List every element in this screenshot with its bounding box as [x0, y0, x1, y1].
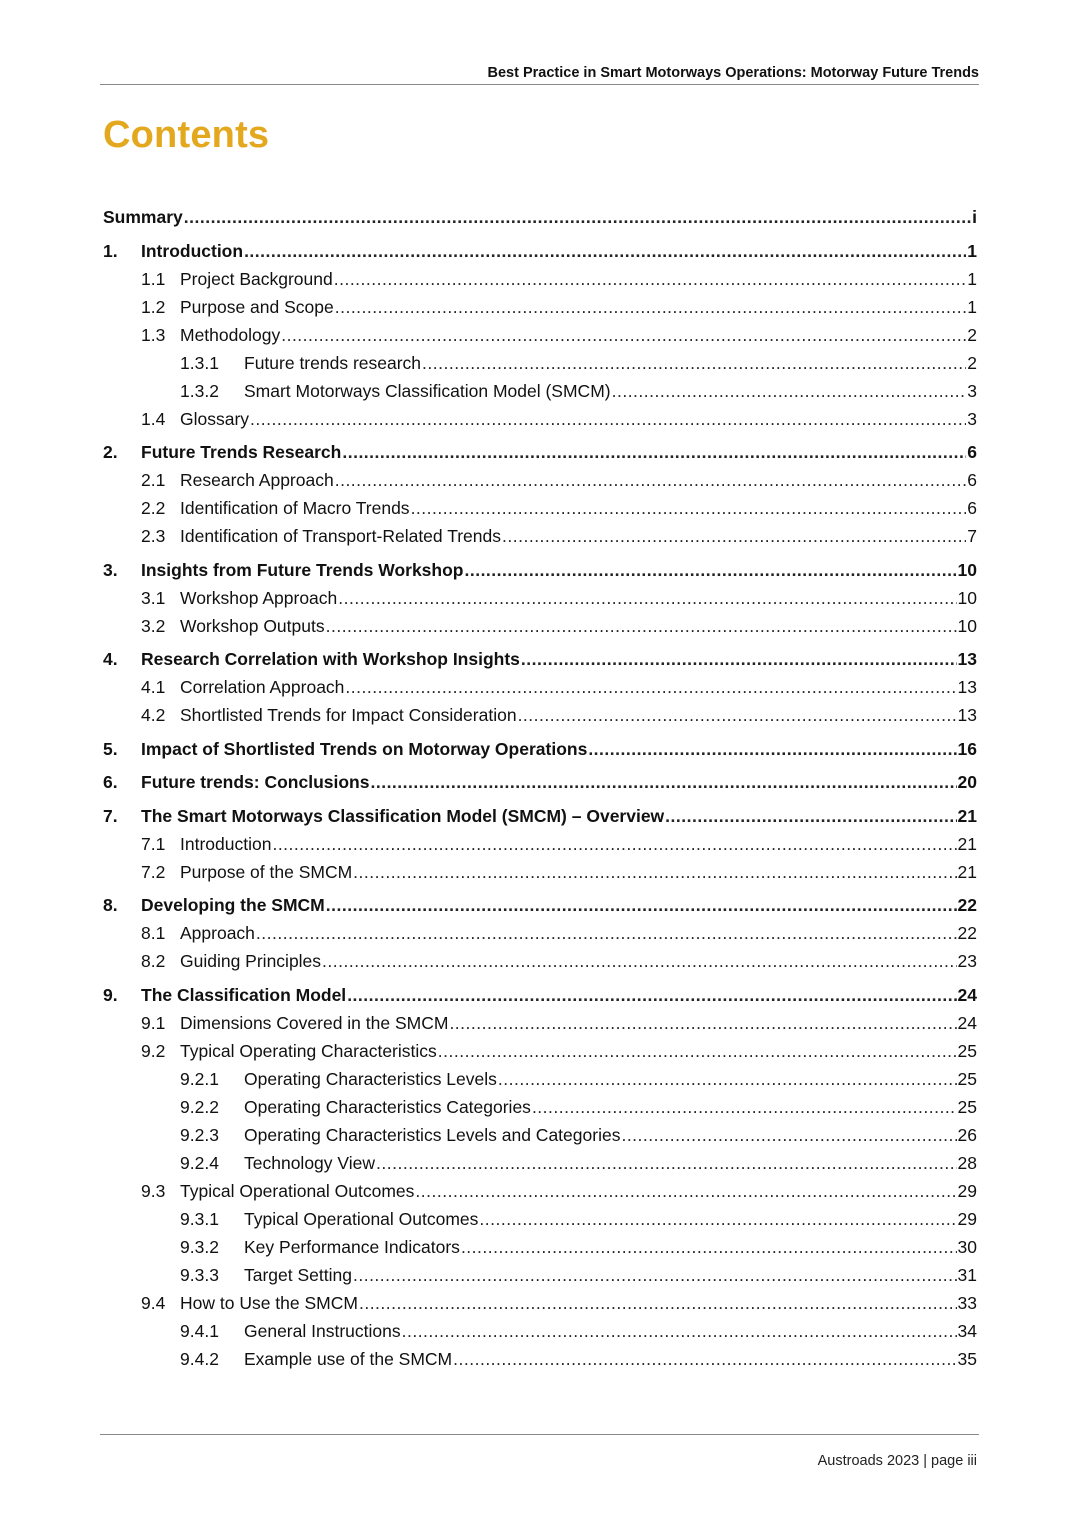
footer-divider: [100, 1434, 979, 1435]
dot-leader: [438, 1037, 957, 1065]
toc-entry-number: 9.2.4: [180, 1152, 219, 1173]
toc-entry-page: 23: [957, 951, 977, 971]
toc-entry-title: Research Correlation with Workshop Insights: [141, 649, 520, 669]
toc-entry-page: 2: [967, 352, 977, 373]
toc-entry-title: Example use of the SMCM: [244, 1348, 453, 1369]
toc-entry-number: 2.: [103, 442, 118, 462]
toc-entry-number: 9.2.3: [180, 1124, 219, 1145]
dot-leader: [342, 438, 966, 466]
toc-entry-title: Future trends: Conclusions: [141, 772, 370, 792]
dot-leader: [612, 377, 967, 405]
toc-entry[interactable]: [103, 612, 977, 640]
toc-entry-title: Future Trends Research: [141, 442, 342, 462]
toc-entry-page: 25: [957, 1040, 977, 1061]
dot-leader: [588, 735, 956, 763]
toc-entry[interactable]: [103, 1233, 977, 1261]
toc-entry-page: 28: [957, 1152, 977, 1173]
toc-entry-page: 1: [967, 268, 977, 289]
toc-entry[interactable]: [103, 645, 977, 673]
toc-entry-page: 13: [957, 677, 977, 697]
toc-entry-page: 2: [967, 324, 977, 345]
dot-leader: [322, 947, 956, 975]
toc-entry[interactable]: [103, 377, 977, 405]
toc-entry[interactable]: [103, 1009, 977, 1037]
dot-leader: [250, 405, 966, 433]
toc-entry-title: Impact of Shortlisted Trends on Motorway Operations: [141, 738, 588, 759]
toc-entry[interactable]: [103, 265, 977, 293]
toc-entry[interactable]: [103, 1149, 977, 1177]
toc-entry-title: Approach: [180, 923, 255, 943]
toc-entry-title: Operating Characteristics Levels: [244, 1068, 497, 1089]
toc-entry-page: i: [972, 207, 977, 227]
dot-leader: [518, 701, 957, 729]
toc-entry-number: 5.: [103, 738, 118, 759]
dot-leader: [621, 1121, 956, 1149]
toc-entry[interactable]: [103, 673, 977, 701]
toc-entry[interactable]: [103, 494, 977, 522]
dot-leader: [521, 645, 957, 673]
dot-leader: [479, 1205, 956, 1233]
dot-leader: [345, 673, 956, 701]
dot-leader: [449, 1009, 956, 1037]
toc-entry[interactable]: [103, 858, 977, 886]
toc-entry-number: 1.4: [141, 408, 166, 429]
toc-entry-title: Insights from Future Trends Workshop: [141, 559, 464, 580]
toc-entry[interactable]: [103, 1205, 977, 1233]
toc-entry[interactable]: [103, 768, 977, 796]
page-title: Contents: [103, 114, 270, 156]
toc-entry-page: 16: [957, 738, 977, 759]
toc-entry[interactable]: [103, 203, 977, 231]
toc-entry-number: 9.4.1: [180, 1320, 219, 1341]
toc-entry[interactable]: [103, 1177, 977, 1205]
toc-entry-title: Operating Characteristics Categories: [244, 1096, 531, 1117]
running-header: Best Practice in Smart Motorways Operations: Motorway Future Trends: [100, 64, 979, 85]
toc-entry-title: Methodology: [180, 324, 281, 345]
toc-entry-title: Operating Characteristics Levels and Categories: [244, 1124, 621, 1145]
toc-entry-number: 9.3.3: [180, 1264, 219, 1285]
toc-entry-page: 6: [967, 470, 977, 490]
toc-entry-page: 34: [957, 1320, 977, 1341]
toc-entry-number: 4.2: [141, 705, 166, 725]
toc-entry[interactable]: [103, 1093, 977, 1121]
toc-entry-page: 25: [957, 1096, 977, 1117]
toc-entry-page: 6: [967, 498, 977, 518]
toc-entry[interactable]: [103, 1065, 977, 1093]
toc-entry[interactable]: [103, 293, 977, 321]
toc-entry-title: Introduction: [141, 240, 244, 261]
toc-entry-page: 21: [957, 833, 977, 854]
dot-leader: [272, 830, 956, 858]
toc-entry-title: Developing the SMCM: [141, 895, 325, 915]
dot-leader: [532, 1093, 957, 1121]
toc-entry-number: 8.1: [141, 923, 166, 943]
toc-entry-number: 9.3.1: [180, 1208, 219, 1229]
dot-leader: [353, 1261, 957, 1289]
dot-leader: [334, 265, 967, 293]
toc-entry[interactable]: [103, 584, 977, 612]
toc-entry-page: 22: [957, 923, 977, 943]
toc-entry-number: 7.: [103, 805, 118, 826]
toc-entry-page: 35: [957, 1348, 977, 1369]
toc-entry[interactable]: [103, 947, 977, 975]
dot-leader: [359, 1289, 957, 1317]
dot-leader: [370, 768, 956, 796]
toc-entry[interactable]: [103, 466, 977, 494]
toc-entry-number: 3.1: [141, 587, 166, 608]
toc-entry-title: Purpose of the SMCM: [180, 861, 353, 882]
toc-entry-page: 7: [967, 526, 977, 546]
toc-entry-title: Identification of Macro Trends: [180, 498, 410, 518]
dot-leader: [402, 1317, 957, 1345]
toc-entry[interactable]: [103, 701, 977, 729]
toc-entry[interactable]: [103, 919, 977, 947]
toc-entry[interactable]: [103, 237, 977, 265]
toc-entry-page: 20: [957, 772, 977, 792]
toc-entry-title: Target Setting: [244, 1264, 352, 1285]
toc-entry-page: 26: [957, 1124, 977, 1145]
toc-entry[interactable]: [103, 981, 977, 1009]
toc-entry[interactable]: [103, 891, 977, 919]
toc-entry-number: 7.1: [141, 833, 166, 854]
toc-entry-page: 29: [957, 1208, 977, 1229]
toc-entry-number: 3.2: [141, 615, 166, 636]
dot-leader: [335, 293, 967, 321]
toc-entry-page: 30: [957, 1236, 977, 1257]
toc-entry-number: 9.2.1: [180, 1068, 219, 1089]
dot-leader: [347, 981, 956, 1009]
toc-entry[interactable]: [103, 1037, 977, 1065]
toc-entry-number: 1.3: [141, 324, 166, 345]
toc-entry-title: Glossary: [180, 408, 250, 429]
toc-entry-title: Typical Operating Characteristics: [180, 1040, 437, 1061]
toc-entry-number: 2.1: [141, 470, 166, 490]
toc-entry-page: 10: [957, 559, 977, 580]
toc-entry-number: 9.4.2: [180, 1348, 219, 1369]
toc-entry-title: Introduction: [180, 833, 272, 854]
dot-leader: [415, 1177, 956, 1205]
toc-entry-title: Correlation Approach: [180, 677, 345, 697]
toc-entry-title: Project Background: [180, 268, 333, 289]
toc-entry-page: 1: [967, 296, 977, 317]
toc-entry-title: Purpose and Scope: [180, 296, 334, 317]
toc-entry-title: Identification of Transport-Related Trends: [180, 526, 502, 546]
dot-leader: [326, 891, 957, 919]
dot-leader: [335, 466, 967, 494]
toc-entry[interactable]: [103, 321, 977, 349]
toc-entry[interactable]: [103, 1121, 977, 1149]
toc-entry-number: 1.3.2: [180, 380, 219, 401]
dot-leader: [353, 858, 956, 886]
toc-entry[interactable]: [103, 1345, 977, 1373]
toc-entry-page: 3: [967, 408, 977, 429]
toc-entry-page: 31: [957, 1264, 977, 1285]
toc-entry-page: 1: [967, 240, 977, 261]
toc-entry[interactable]: [103, 802, 977, 830]
toc-entry-title: The Smart Motorways Classification Model (SMCM) – Overview: [141, 805, 665, 826]
toc-entry-number: 4.1: [141, 677, 166, 697]
dot-leader: [256, 919, 957, 947]
toc-entry-title: Research Approach: [180, 470, 334, 490]
dot-leader: [464, 556, 956, 584]
toc-entry-number: 1.: [103, 240, 118, 261]
toc-entry-page: 13: [957, 705, 977, 725]
toc-entry-title: Dimensions Covered in the SMCM: [180, 1012, 449, 1033]
toc-entry-page: 13: [957, 649, 977, 669]
toc-entry-page: 25: [957, 1068, 977, 1089]
toc-entry-title: Technology View: [244, 1152, 376, 1173]
toc-entry-number: 7.2: [141, 861, 166, 882]
toc-entry-title: Workshop Approach: [180, 587, 338, 608]
toc-entry-number: 1.3.1: [180, 352, 219, 373]
toc-entry-number: 1.1: [141, 268, 166, 289]
toc-entry-page: 21: [957, 861, 977, 882]
toc-entry-number: 2.2: [141, 498, 166, 518]
toc-entry[interactable]: [103, 1261, 977, 1289]
toc-entry[interactable]: [103, 830, 977, 858]
toc-entry[interactable]: [103, 405, 977, 433]
toc-entry-page: 3: [967, 380, 977, 401]
toc-entry-number: 2.3: [141, 526, 166, 546]
dot-leader: [461, 1233, 957, 1261]
toc-entry-number: 9.: [103, 984, 118, 1005]
toc-entry-page: 10: [957, 615, 977, 636]
toc-entry-title: Key Performance Indicators: [244, 1236, 460, 1257]
toc-entry-page: 10: [957, 587, 977, 608]
toc-entry-title: The Classification Model: [141, 984, 347, 1005]
toc-entry-number: 4.: [103, 649, 118, 669]
toc-entry-title: Guiding Principles: [180, 951, 322, 971]
dot-leader: [244, 237, 966, 265]
dot-leader: [281, 321, 966, 349]
dot-leader: [411, 494, 967, 522]
toc-entry-number: 9.4: [141, 1292, 166, 1313]
dot-leader: [184, 203, 971, 231]
toc-entry-title: Typical Operational Outcomes: [180, 1180, 415, 1201]
toc-entry-page: 24: [957, 984, 977, 1005]
toc-entry-title: Summary: [103, 207, 183, 227]
toc-entry-page: 33: [957, 1292, 977, 1313]
toc-entry[interactable]: [103, 556, 977, 584]
toc-entry-title: Shortlisted Trends for Impact Consideration: [180, 705, 517, 725]
toc-entry-number: 8.: [103, 895, 118, 915]
table-of-contents: [103, 203, 977, 1373]
page-footer: Austroads 2023 | page iii: [817, 1453, 977, 1469]
toc-entry-title: General Instructions: [244, 1320, 401, 1341]
toc-entry-page: 22: [957, 895, 977, 915]
toc-entry-number: 9.3.2: [180, 1236, 219, 1257]
toc-entry[interactable]: [103, 1289, 977, 1317]
dot-leader: [665, 802, 956, 830]
toc-entry-title: Future trends research: [244, 352, 422, 373]
toc-entry-number: 1.2: [141, 296, 166, 317]
toc-entry[interactable]: [103, 349, 977, 377]
dot-leader: [498, 1065, 957, 1093]
toc-entry-number: 3.: [103, 559, 118, 580]
toc-entry-page: 6: [967, 442, 977, 462]
dot-leader: [326, 612, 957, 640]
toc-entry[interactable]: [103, 438, 977, 466]
toc-entry-title: Workshop Outputs: [180, 615, 325, 636]
toc-entry-number: 9.2.2: [180, 1096, 219, 1117]
dot-leader: [338, 584, 956, 612]
dot-leader: [376, 1149, 957, 1177]
toc-entry-page: 21: [957, 805, 977, 826]
toc-entry[interactable]: [103, 1317, 977, 1345]
toc-entry-page: 24: [957, 1012, 977, 1033]
toc-entry-title: Typical Operational Outcomes: [244, 1208, 479, 1229]
dot-leader: [422, 349, 966, 377]
toc-entry-title: How to Use the SMCM: [180, 1292, 358, 1313]
toc-entry-page: 29: [957, 1180, 977, 1201]
dot-leader: [453, 1345, 956, 1373]
toc-entry-number: 9.1: [141, 1012, 166, 1033]
toc-entry-number: 6.: [103, 772, 118, 792]
toc-entry-number: 9.2: [141, 1040, 166, 1061]
toc-entry[interactable]: [103, 522, 977, 550]
toc-entry-number: 9.3: [141, 1180, 166, 1201]
toc-entry-number: 8.2: [141, 951, 166, 971]
toc-entry-title: Smart Motorways Classification Model (SMCM): [244, 380, 611, 401]
toc-entry[interactable]: [103, 735, 977, 763]
dot-leader: [502, 522, 966, 550]
